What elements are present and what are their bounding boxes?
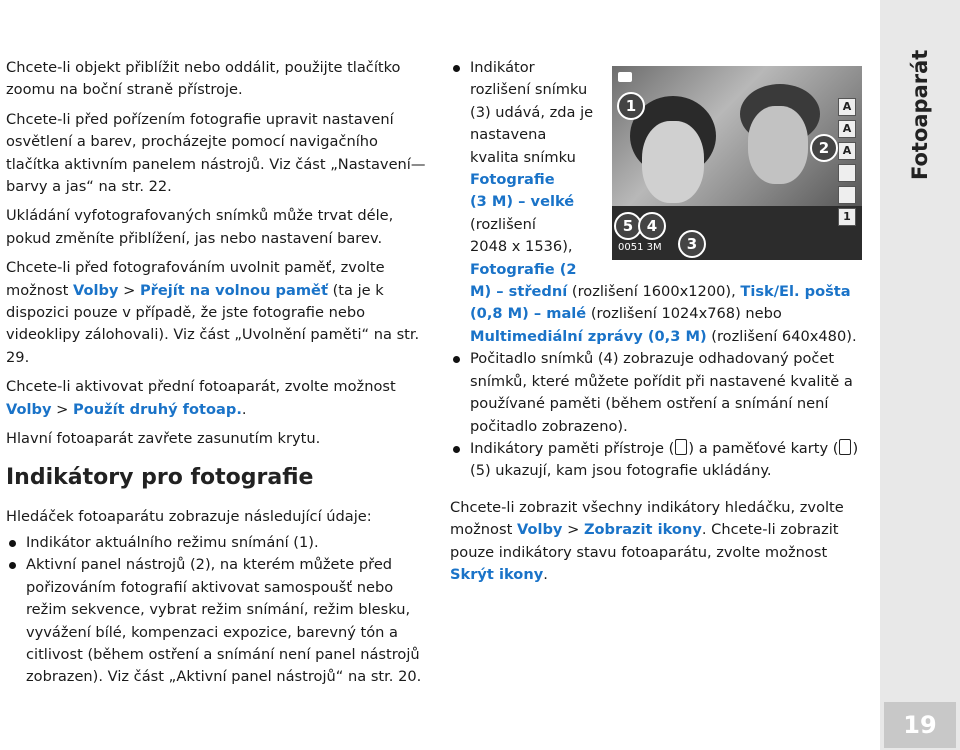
indicator-list: [450, 57, 870, 483]
second-camera-link[interactable]: Použít druhý fotoap.: [73, 400, 242, 418]
zoom-paragraph: Chcete-li objekt přiblížit nebo oddálit, použijte tlačítko zoomu na boční straně přístroje.: [6, 59, 401, 99]
close-camera-paragraph: Hlavní fotoaparát zavřete zasunutím krytu.: [6, 430, 321, 448]
toolbar-icon: A: [838, 142, 856, 160]
lighting-paragraph: Chcete-li před pořízením fotografie upravit nastavení osvětlení a barev, procházejte pomocí navigačního tlačítka aktivním panelem nástrojů. Viz část „Nastavení—barvy a jas“ na str. 22.: [6, 110, 426, 196]
indicator-badge-2: 2: [810, 134, 838, 162]
left-column: [6, 57, 426, 689]
front-camera-paragraph: Chcete-li aktivovat přední fotoaparát, zvolte možnost Volby > Použít druhý fotoap..: [6, 378, 396, 418]
toolbar-icon: A: [838, 98, 856, 116]
show-icons-link[interactable]: Zobrazit ikony: [583, 521, 702, 539]
list-item: Počitadlo snímků (4) zobrazuje odhadovaný počet snímků, které můžete pořídit při nastavené kvalitě a používané paměti (během ostření a snímání není počitadlo zobrazeno).: [450, 348, 870, 438]
viewfinder-intro: Hledáček fotoaparátu zobrazuje následující údaje:: [6, 507, 372, 525]
list-item: Indikátor aktuálního režimu snímání (1).: [6, 532, 426, 554]
list-item: Aktivní panel nástrojů (2), na kterém můžete před pořizováním fotografií aktivovat samospoušť nebo režim sekvence, vybrat režim snímání, režim blesku, vyvážení bílé, kompenzaci expozice, barevný tón a citlivost (během ostření a snímání není panel nástrojů zobrazen). Viz část „Aktivní panel nástrojů“ na str. 20.: [6, 554, 426, 688]
indicator-badge-1: 1: [617, 92, 645, 120]
indicator-badge-4: 4: [638, 212, 666, 240]
image-counter: 0051 3M: [618, 242, 662, 253]
list-item: Indikátor rozlišení snímku (3) udává, zda je nastavena kvalita snímku Fotografie (3 M) – velké (rozlišení 2048 x 1536), Fotografie (2 M) – střední (rozlišení 1600x1200), Tisk/El. pošta (0,8 M) – malé (rozlišení 1024x768) nebo Multimediální zprávy (0,3 M) (rozlišení 640x480).: [450, 57, 870, 348]
chapter-title: Fotoaparát: [908, 49, 932, 180]
options-link[interactable]: Volby: [6, 400, 52, 418]
resolution-2m-link-size[interactable]: M) – střední: [470, 283, 568, 301]
memory-card-icon: [839, 439, 851, 455]
resolution-2m-link[interactable]: Fotografie (2: [470, 260, 577, 278]
free-memory-paragraph: Chcete-li před fotografováním uvolnit paměť, zvolte možnost Volby > Přejít na volnou paměť (ta je k dispozici pouze v případě, že jste fotografie nebo videoklipy zálohovali). Viz část „Uvolnění paměti“ na str. 29.: [6, 259, 420, 366]
icons-paragraph: Chcete-li zobrazit všechny indikátory hledáčku, zvolte možnost Volby > Zobrazit ikony. Chcete-li zobrazit pouze indikátory stavu fotoaparátu, zvolte možnost Skrýt ikony.: [450, 498, 844, 583]
options-link[interactable]: Volby: [72, 281, 119, 299]
phone-memory-icon: [675, 439, 687, 455]
resolution-3m-link[interactable]: Fotografie: [470, 171, 555, 189]
list-item: Indikátory paměti přístroje ( ) a paměťové karty ( ) (5) ukazují, kam jsou fotografie ukládány.: [450, 438, 870, 483]
toolbar-icon: A: [838, 120, 856, 138]
right-column: [450, 57, 870, 586]
print-email-link[interactable]: Tisk/El. pošta (0,8 M) – malé: [470, 283, 851, 323]
section-heading: Indikátory pro fotografie: [6, 464, 314, 490]
saving-paragraph: Ukládání vyfotografovaných snímků může trvat déle, pokud změníte přiblížení, jas nebo nastavení barev.: [6, 207, 394, 247]
free-memory-link[interactable]: Přejít na volnou paměť: [139, 281, 328, 299]
options-link[interactable]: Volby: [516, 521, 563, 539]
hide-icons-link[interactable]: Skrýt ikony: [450, 565, 544, 583]
indicator-badge-3: 3: [678, 230, 706, 258]
chapter-sidebar: [880, 0, 960, 750]
resolution-3m-link-size[interactable]: (3 M) – velké: [470, 193, 575, 211]
toolbar-icon: 1: [838, 208, 856, 226]
indicator-list: [6, 532, 426, 689]
mms-link[interactable]: Multimediální zprávy (0,3 M): [470, 327, 707, 345]
page-number: 19: [884, 702, 956, 748]
indicator-badge-5: 5: [614, 212, 642, 240]
